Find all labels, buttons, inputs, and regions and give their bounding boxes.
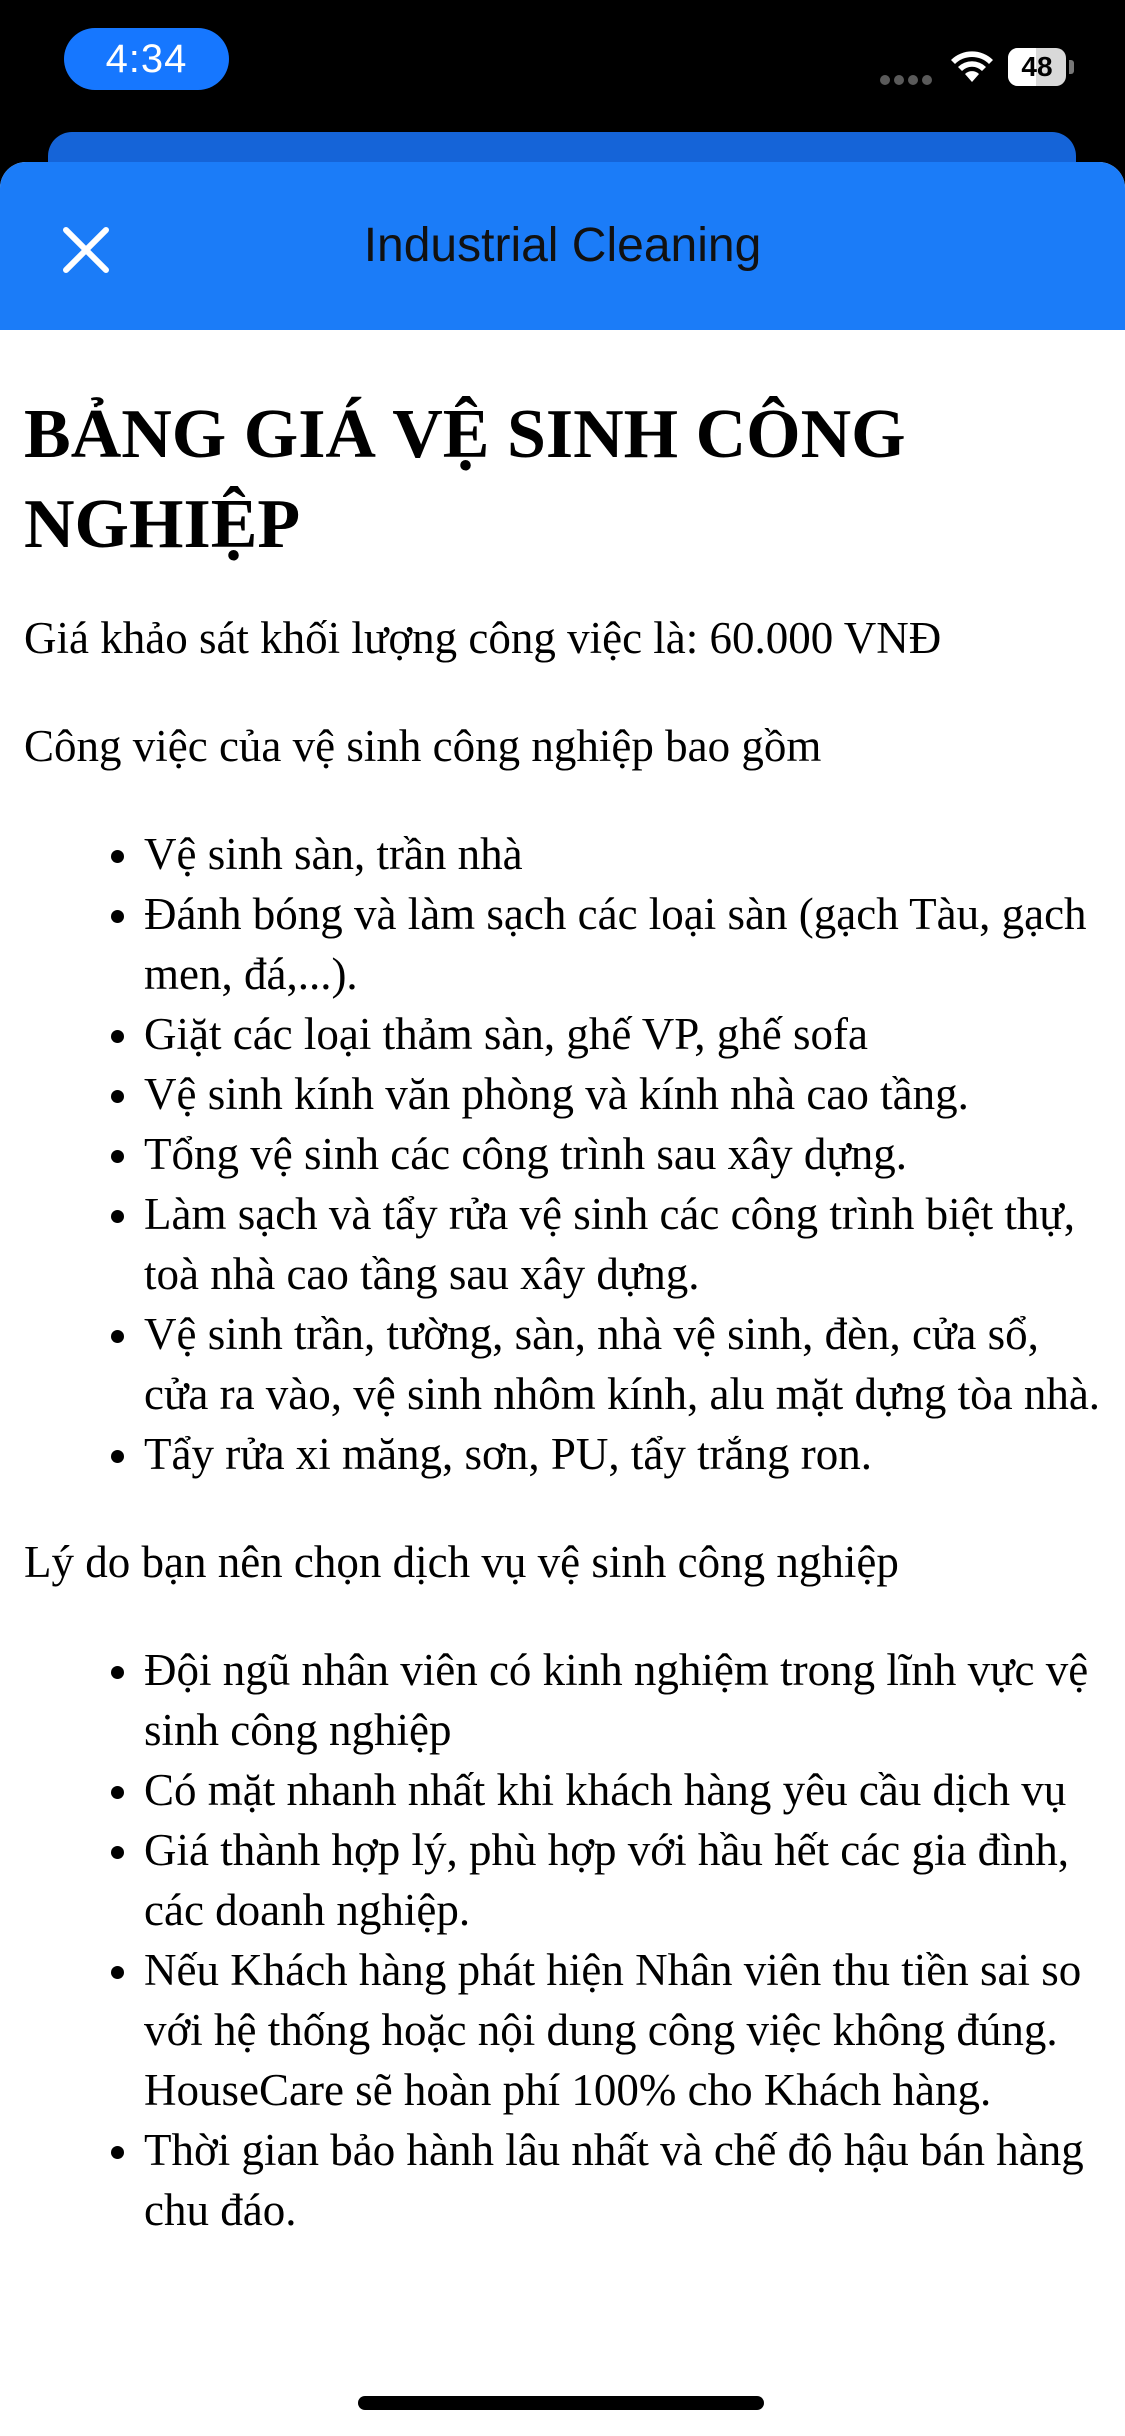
list-item: • Tổng vệ sinh các công trình sau xây dựng. [144, 1124, 1101, 1184]
list-item: • Giá thành hợp lý, phù hợp với hầu hết các gia đình, các doanh nghiệp. [144, 1820, 1101, 1940]
article-heading: BẢNG GIÁ VỆ SINH CÔNG NGHIỆP [24, 396, 906, 563]
close-button[interactable] [44, 208, 128, 292]
list-item: • Đội ngũ nhân viên có kinh nghiệm trong lĩnh vực vệ sinh công nghiệp [144, 1640, 1101, 1760]
battery-level: 48 [1021, 51, 1053, 82]
home-indicator[interactable] [358, 2396, 764, 2410]
survey-price-text: Giá khảo sát khối lượng công việc là: 60.000 VNĐ [24, 613, 942, 663]
list-item: • Giặt các loại thảm sàn, ghế VP, ghế sofa [144, 1004, 1101, 1064]
list-item: • Vệ sinh sàn, trần nhà [144, 824, 1101, 884]
list-item: • Tẩy rửa xi măng, sơn, PU, tẩy trắng ron. [144, 1424, 1101, 1484]
list-item: • Đánh bóng và làm sạch các loại sàn (gạch Tàu, gạch men, đá,...). [144, 884, 1101, 1004]
sheet-title: Industrial Cleaning [363, 219, 762, 272]
cellular-signal-icon [880, 72, 936, 82]
list-item: • Làm sạch và tẩy rửa vệ sinh các công trình biệt thự, toà nhà cao tầng sau xây dựng. [144, 1184, 1101, 1304]
scope-list [24, 824, 1101, 1484]
list-item: • Vệ sinh trần, tường, sàn, nhà vệ sinh, đèn, cửa sổ, cửa ra vào, vệ sinh nhôm kính, alu mặt dựng tòa nhà. [144, 1304, 1101, 1424]
scope-intro-text: Công việc của vệ sinh công nghiệp bao gồm [24, 721, 822, 771]
battery-icon [1008, 48, 1074, 86]
list-item: • Nếu Khách hàng phát hiện Nhân viên thu tiền sai so với hệ thống hoặc nội dung công việc không đúng. HouseCare sẽ hoàn phí 100% cho Khách hàng. [144, 1940, 1101, 2120]
status-time: 4:34 [64, 28, 229, 90]
article-content [0, 330, 1125, 2240]
close-icon [44, 208, 128, 292]
reasons-intro-text: Lý do bạn nên chọn dịch vụ vệ sinh công nghiệp [24, 1537, 899, 1587]
sheet-header [0, 162, 1125, 330]
status-bar [0, 0, 1125, 130]
modal-sheet [0, 162, 1125, 2436]
wifi-icon [948, 46, 996, 86]
list-item: • Vệ sinh kính văn phòng và kính nhà cao tầng. [144, 1064, 1101, 1124]
list-item: • Thời gian bảo hành lâu nhất và chế độ hậu bán hàng chu đáo. [144, 2120, 1101, 2240]
list-item: • Có mặt nhanh nhất khi khách hàng yêu cầu dịch vụ [144, 1760, 1101, 1820]
reasons-list [24, 1640, 1101, 2240]
